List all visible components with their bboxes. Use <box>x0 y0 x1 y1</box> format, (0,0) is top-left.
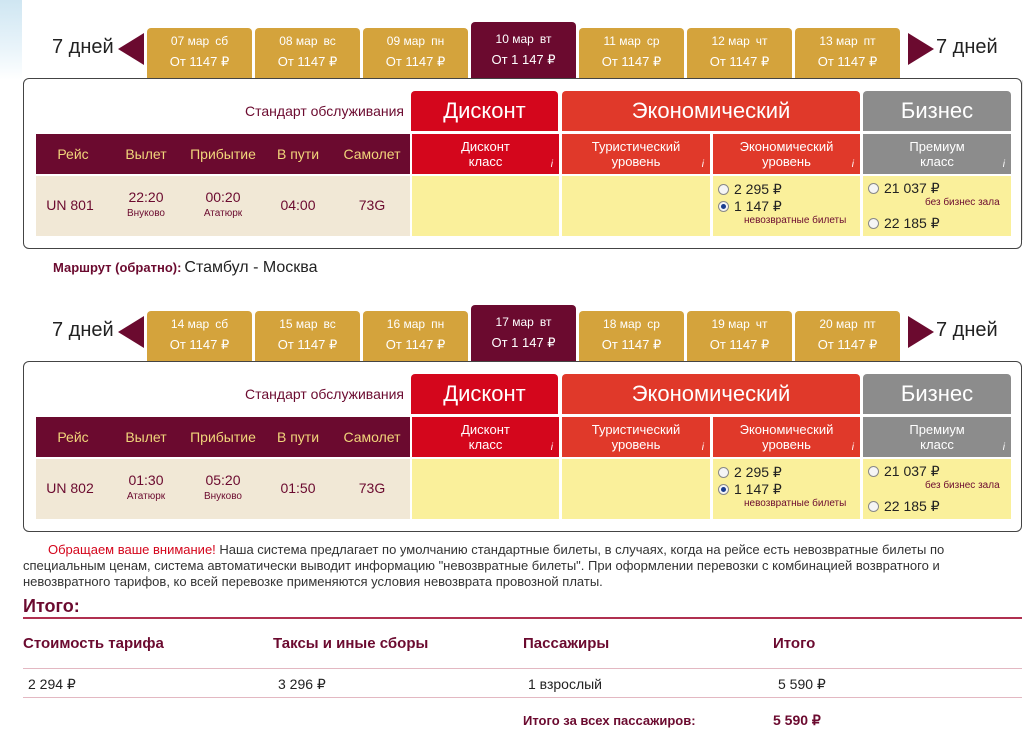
date-tab-date <box>471 315 576 329</box>
radio-button[interactable] <box>868 183 879 194</box>
nonrefundable-note: невозвратные билеты <box>744 215 847 226</box>
prev-week-link[interactable]: 7 дней <box>52 36 114 58</box>
date-tab-date <box>255 317 360 331</box>
radio-button-selected[interactable] <box>718 201 729 212</box>
subheader-economy-level <box>713 417 860 457</box>
info-icon[interactable]: i <box>1002 159 1005 170</box>
weekday-label: пт <box>863 317 876 331</box>
date-tab-date <box>795 34 900 48</box>
class-header-business: Бизнес <box>863 374 1011 414</box>
subheader-label: Экономический уровень <box>739 422 834 452</box>
fare-option-economy-2[interactable] <box>718 481 782 498</box>
grand-total-label: Итого за всех пассажиров: <box>523 713 696 728</box>
totals-fare-value: 2 294 ₽ <box>28 676 76 692</box>
subheader-label: Премиум класс <box>909 422 965 452</box>
departure-airport: Внуково <box>126 208 165 219</box>
divider <box>23 668 1022 669</box>
date-label: 18 мар <box>603 317 642 331</box>
date-tab-price: От 1147 ₽ <box>601 337 662 352</box>
weekday-label: чт <box>755 34 768 48</box>
departure-time: 01:30 <box>128 472 164 488</box>
date-label: 10 мар <box>495 32 534 46</box>
date-label: 17 мар <box>495 315 534 329</box>
fare-price: 21 037 ₽ <box>884 463 940 479</box>
grand-total-value: 5 590 ₽ <box>773 712 821 728</box>
weekday-label: вс <box>323 317 336 331</box>
totals-header-total: Итого <box>773 635 816 652</box>
radio-button[interactable] <box>718 467 729 478</box>
flight-number: UN 801 <box>46 197 94 213</box>
departure-cell <box>116 472 176 502</box>
date-label: 13 мар <box>819 34 858 48</box>
date-tab-date <box>579 34 684 48</box>
service-standard-label: Стандарт обслуживания <box>245 386 404 402</box>
plane-type: 73G <box>358 197 386 213</box>
flight-row <box>36 176 410 236</box>
class-header-discount: Дисконт <box>411 374 558 414</box>
arrival-cell <box>191 472 255 502</box>
fare-price: 22 185 ₽ <box>884 215 940 231</box>
subheader-label: Туристический уровень <box>591 139 681 169</box>
fare-cell-economy <box>713 459 860 519</box>
flight-number: UN 802 <box>46 480 94 496</box>
fare-price: 1 147 ₽ <box>734 198 782 214</box>
fare-price: 22 185 ₽ <box>884 498 940 514</box>
date-tab-date <box>147 317 252 331</box>
divider <box>23 617 1022 619</box>
subheader-label: Премиум класс <box>909 139 965 169</box>
subheader-tourist-level <box>562 134 710 174</box>
fare-option-economy-1[interactable] <box>718 181 782 198</box>
date-tab[interactable] <box>579 311 684 361</box>
radio-button[interactable] <box>868 501 879 512</box>
divider <box>1022 80 1023 240</box>
date-tab[interactable] <box>687 28 792 78</box>
weekday-label: пт <box>863 34 876 48</box>
departure-cell <box>116 189 176 219</box>
col-flight: Рейс <box>57 429 89 445</box>
arrival-airport: Ататюрк <box>203 208 243 219</box>
subheader-premium-class <box>863 134 1011 174</box>
date-strip-outbound <box>38 22 1008 78</box>
totals-title: Итого: <box>23 596 80 616</box>
info-icon[interactable]: i <box>851 159 854 170</box>
fare-cell-tourist <box>562 176 710 236</box>
prev-week-arrow-icon[interactable] <box>118 33 144 65</box>
totals-passengers-value: 1 взрослый <box>528 676 602 692</box>
date-tab-date <box>687 34 792 48</box>
next-week-arrow-icon[interactable] <box>908 316 934 348</box>
prev-week-arrow-icon[interactable] <box>118 316 144 348</box>
date-label: 20 мар <box>819 317 858 331</box>
fare-cell-discount <box>412 459 559 519</box>
subheader-label: Дисконт класс <box>461 139 510 169</box>
date-tab-price: От 1147 ₽ <box>385 54 446 69</box>
prev-week-link[interactable]: 7 дней <box>52 319 114 341</box>
radio-button-selected[interactable] <box>718 484 729 495</box>
date-tab[interactable] <box>255 28 360 78</box>
notice-text <box>23 542 1018 590</box>
weekday-label: ср <box>647 317 660 331</box>
col-departure: Вылет <box>125 429 167 445</box>
route-return <box>53 259 317 277</box>
weekday-label: пн <box>431 34 445 48</box>
date-tab-price: От 1147 ₽ <box>817 54 878 69</box>
date-tab-date <box>147 34 252 48</box>
subheader-label: Дисконт класс <box>461 422 510 452</box>
date-tab-price: От 1147 ₽ <box>277 54 338 69</box>
notice-warning: Обращаем ваше внимание! <box>48 542 216 557</box>
date-tab-price: От 1147 ₽ <box>601 54 662 69</box>
arrival-airport: Внуково <box>203 491 242 502</box>
totals-header-passengers: Пассажиры <box>523 635 610 652</box>
weekday-label: чт <box>755 317 768 331</box>
date-label: 15 мар <box>279 317 318 331</box>
next-week-link[interactable]: 7 дней <box>936 36 998 58</box>
totals-header-fare: Стоимость тарифа <box>23 635 164 652</box>
fare-price: 2 295 ₽ <box>734 464 782 480</box>
flight-row <box>36 459 410 519</box>
date-label: 19 мар <box>711 317 750 331</box>
date-tab-date <box>363 317 468 331</box>
next-week-link[interactable]: 7 дней <box>936 319 998 341</box>
date-tab[interactable] <box>471 305 576 361</box>
totals-header-taxes: Таксы и иные сборы <box>273 635 429 652</box>
date-tab-price: От 1147 ₽ <box>709 337 770 352</box>
date-tab-price: От 1147 ₽ <box>817 337 878 352</box>
fare-option-business-1[interactable] <box>868 463 940 480</box>
date-label: 14 мар <box>170 317 210 331</box>
weekday-label: пн <box>431 317 445 331</box>
col-arrival: Прибытие <box>190 146 256 162</box>
date-tab-date <box>579 317 684 331</box>
background-decoration <box>0 0 22 80</box>
fare-cell-discount <box>412 176 559 236</box>
col-plane: Самолет <box>343 146 401 162</box>
flight-box-outbound <box>23 78 1022 249</box>
class-header-discount: Дисконт <box>411 91 558 131</box>
plane-type: 73G <box>358 480 386 496</box>
date-tab-price: От 1 147 ₽ <box>491 52 556 67</box>
fare-option-business-2[interactable] <box>868 215 940 232</box>
date-label: 11 мар <box>603 34 641 48</box>
date-tab-price: От 1147 ₽ <box>169 337 230 352</box>
weekday-label: вс <box>323 34 336 48</box>
service-standard-label: Стандарт обслуживания <box>245 103 404 119</box>
fare-option-business-2[interactable] <box>868 498 940 515</box>
date-tab-price: От 1147 ₽ <box>169 54 230 69</box>
subheader-tourist-level <box>562 417 710 457</box>
weekday-label: сб <box>215 34 229 48</box>
col-duration: В пути <box>276 146 320 162</box>
date-label: 07 мар <box>170 34 210 48</box>
class-header-economy: Экономический <box>562 91 860 131</box>
date-tab-price: От 1147 ₽ <box>709 54 770 69</box>
fare-price: 21 037 ₽ <box>884 180 940 196</box>
fare-cell-business <box>863 176 1011 236</box>
class-header-business: Бизнес <box>863 91 1011 131</box>
divider <box>23 697 1022 698</box>
date-tab-price: От 1147 ₽ <box>385 337 446 352</box>
fare-price: 2 295 ₽ <box>734 181 782 197</box>
info-icon[interactable]: i <box>701 442 704 453</box>
subheader-premium-class <box>863 417 1011 457</box>
date-tab[interactable] <box>687 311 792 361</box>
col-departure: Вылет <box>125 146 167 162</box>
date-tab[interactable] <box>147 311 252 361</box>
radio-button[interactable] <box>868 218 879 229</box>
fare-option-economy-1[interactable] <box>718 464 782 481</box>
info-icon[interactable]: i <box>550 159 553 170</box>
subheader-economy-level <box>713 134 860 174</box>
subheader-discount-class <box>412 134 559 174</box>
no-lounge-note: без бизнес зала <box>925 480 1000 491</box>
fare-cell-economy <box>713 176 860 236</box>
info-icon[interactable]: i <box>1002 442 1005 453</box>
date-strip-inbound <box>38 305 1008 361</box>
nonrefundable-note: невозвратные билеты <box>744 498 847 509</box>
radio-button[interactable] <box>868 466 879 477</box>
arrival-time: 05:20 <box>205 472 241 488</box>
date-tab[interactable] <box>795 311 900 361</box>
date-tab[interactable] <box>363 28 468 78</box>
route-value: Стамбул - Москва <box>184 259 318 276</box>
weekday-label: ср <box>646 34 660 48</box>
weekday-label: вт <box>539 32 552 46</box>
date-tab[interactable] <box>579 28 684 78</box>
departure-time: 22:20 <box>128 189 164 205</box>
date-tab[interactable] <box>471 22 576 78</box>
weekday-label: вт <box>539 315 552 329</box>
col-flight: Рейс <box>57 146 89 162</box>
fare-cell-tourist <box>562 459 710 519</box>
fare-price: 1 147 ₽ <box>734 481 782 497</box>
class-header-economy: Экономический <box>562 374 860 414</box>
flight-duration: 01:50 <box>280 480 316 496</box>
flight-duration: 04:00 <box>280 197 316 213</box>
date-tab-date <box>255 34 360 48</box>
col-plane: Самолет <box>343 429 401 445</box>
flight-columns-header <box>36 134 410 174</box>
fare-option-economy-2[interactable] <box>718 198 782 215</box>
weekday-label: сб <box>215 317 229 331</box>
radio-button[interactable] <box>718 184 729 195</box>
departure-airport: Ататюрк <box>126 491 166 502</box>
date-label: 16 мар <box>386 317 426 331</box>
no-lounge-note: без бизнес зала <box>925 197 1000 208</box>
date-label: 09 мар <box>386 34 426 48</box>
fare-cell-business <box>863 459 1011 519</box>
date-tab-price: От 1 147 ₽ <box>491 335 556 350</box>
arrival-time: 00:20 <box>205 189 241 205</box>
subheader-label: Туристический уровень <box>591 422 681 452</box>
info-icon[interactable]: i <box>701 159 704 170</box>
next-week-arrow-icon[interactable] <box>908 33 934 65</box>
date-tab[interactable] <box>147 28 252 78</box>
notice-body: Наша система предлагает по умолчанию стандартные билеты, в случаях, когда на рейсе есть невозвратные билеты по специальным ценам, система автоматически выводит информацию "невозвратные билеты". При оформлении перевозки с комбинацией возвратного и невозвратного тарифов, ко всей перевозке применяются условия невозврата провозной платы. <box>23 542 945 589</box>
date-tab-date <box>363 34 468 48</box>
date-label: 12 мар <box>711 34 750 48</box>
flight-columns-header <box>36 417 410 457</box>
route-label: Маршрут (обратно): <box>53 260 182 275</box>
arrival-cell <box>191 189 255 219</box>
col-arrival: Прибытие <box>190 429 256 445</box>
info-icon[interactable]: i <box>550 442 553 453</box>
subheader-discount-class <box>412 417 559 457</box>
date-tab-date <box>795 317 900 331</box>
subheader-label: Экономический уровень <box>739 139 834 169</box>
date-tab[interactable] <box>255 311 360 361</box>
date-tab[interactable] <box>363 311 468 361</box>
date-tab-date <box>471 32 576 46</box>
flight-box-inbound <box>23 361 1022 532</box>
info-icon[interactable]: i <box>851 442 854 453</box>
date-label: 08 мар <box>279 34 318 48</box>
date-tab-price: От 1147 ₽ <box>277 337 338 352</box>
col-duration: В пути <box>276 429 320 445</box>
date-tab-date <box>687 317 792 331</box>
date-tab[interactable] <box>795 28 900 78</box>
totals-taxes-value: 3 296 ₽ <box>278 676 326 692</box>
totals-total-value: 5 590 ₽ <box>778 676 826 692</box>
fare-option-business-1[interactable] <box>868 180 940 197</box>
